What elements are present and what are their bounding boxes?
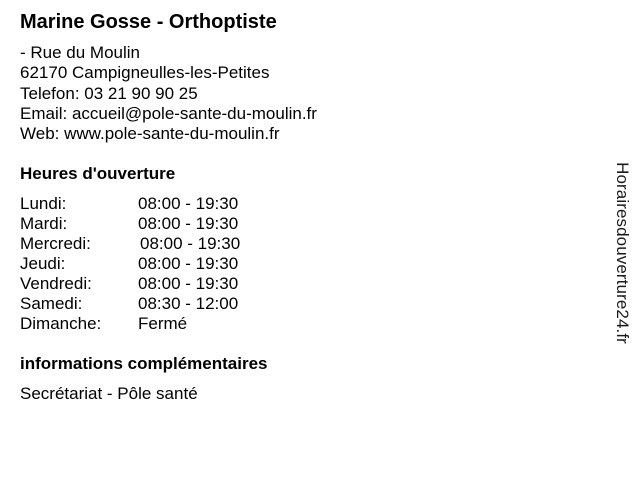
day-label: Mercredi: [20,234,91,253]
day-label: Mardi: [20,214,68,233]
closed-value: Fermé [138,314,188,333]
hours-row-friday [20,274,280,294]
hours-row-sunday [20,314,280,334]
city-address: 62170 Campigneulles-les-Petites [20,63,270,83]
opening-hours-table [20,194,280,334]
day-label: Dimanche: [20,314,102,333]
time-value: 08:00 - 19:30 [138,214,239,233]
opening-hours-heading: Heures d'ouverture [20,164,176,183]
hours-row-wednesday [20,234,280,254]
time-value: 08:00 - 19:30 [138,194,239,213]
time-value: 08:00 - 19:30 [138,254,239,273]
hours-row-saturday [20,294,280,314]
day-label: Lundi: [20,194,67,213]
time-value: 08:00 - 19:30 [138,274,239,293]
hours-row-monday [20,194,280,214]
time-value: 08:30 - 12:00 [138,294,239,313]
contact-block [20,43,317,144]
additional-info-heading: informations complémentaires [20,354,268,373]
site-watermark [612,135,632,370]
additional-info-text: Secrétariat - Pôle santé [20,384,198,403]
business-name: Marine Gosse - Orthoptiste [20,11,277,33]
street-address: - Rue du Moulin [20,43,141,62]
day-label: Vendredi: [20,274,92,293]
website-address: Web: www.pole-sante-du-moulin.fr [20,124,280,144]
time-value: 08:00 - 19:30 [140,234,241,253]
email-address: Email: accueil@pole-sante-du-moulin.fr [20,103,317,123]
watermark-text: Horairesdouverture24.fr [613,161,632,344]
hours-row-tuesday [20,214,280,234]
hours-row-thursday [20,254,280,274]
day-label: Samedi: [20,294,83,313]
day-label: Jeudi: [20,254,66,273]
phone-number: Telefon: 03 21 90 90 25 [20,83,198,103]
